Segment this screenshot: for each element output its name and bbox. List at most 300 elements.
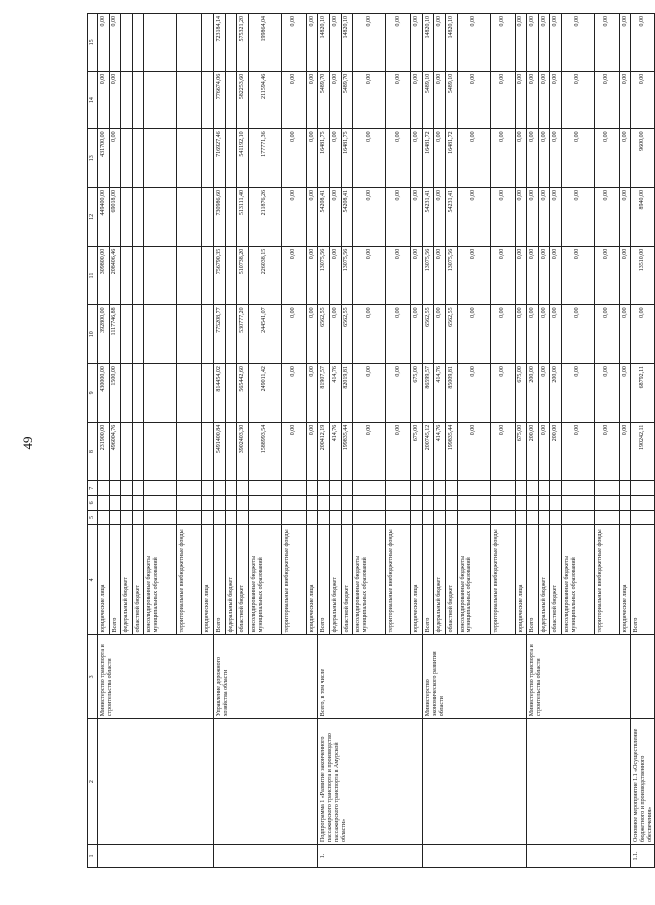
empty-cell [490, 510, 515, 525]
value-cell: 0,00 [631, 14, 655, 72]
empty-cell [281, 496, 306, 511]
funding-source-cell: областной бюджет [237, 525, 249, 635]
value-cell [225, 364, 237, 423]
value-cell: 0,00 [594, 305, 619, 364]
empty-cell [434, 496, 446, 511]
value-cell: 0,00 [515, 129, 527, 188]
value-cell [121, 14, 133, 72]
value-cell: 0,00 [306, 188, 318, 247]
value-cell [202, 129, 214, 188]
value-cell: 199835,44 [445, 422, 457, 481]
empty-cell [515, 496, 527, 511]
empty-cell [177, 481, 202, 496]
value-cell: 0,00 [386, 364, 411, 423]
value-cell [202, 14, 214, 72]
value-cell: 5489,70 [318, 71, 330, 129]
funding-source-cell: федеральный бюджет [434, 525, 446, 635]
empty-cell [411, 496, 423, 511]
empty-cell [631, 481, 655, 496]
value-cell: 0,00 [594, 129, 619, 188]
value-cell: 0,00 [527, 14, 539, 72]
empty-cell [341, 496, 353, 511]
empty-cell [457, 510, 490, 525]
value-cell: 414,76 [329, 422, 341, 481]
value-cell: 0,00 [434, 14, 446, 72]
value-cell [121, 129, 133, 188]
empty-cell [434, 481, 446, 496]
header-cell: 1 [88, 844, 98, 867]
value-cell: 177771,36 [248, 129, 281, 188]
value-cell: 0,00 [353, 188, 386, 247]
value-cell [225, 14, 237, 72]
value-cell [121, 246, 133, 305]
item-number-cell [213, 844, 317, 867]
item-number-cell [98, 844, 214, 867]
header-cell: 13 [88, 129, 98, 188]
value-cell: 0,00 [457, 364, 490, 423]
value-cell: 199864,04 [248, 14, 281, 72]
value-cell: 675,00 [515, 422, 527, 481]
empty-cell [98, 481, 110, 496]
empty-cell [237, 510, 249, 525]
value-cell: 0,00 [538, 422, 550, 481]
executor-cell: Министерство транспорта и строительства области [98, 635, 214, 719]
empty-cell [538, 510, 550, 525]
value-cell: 0,00 [515, 14, 527, 72]
value-cell: 0,00 [281, 364, 306, 423]
item-number-cell [422, 844, 526, 867]
value-cell: 0,00 [490, 305, 515, 364]
value-cell: 775208,77 [213, 305, 225, 364]
empty-cell [411, 510, 423, 525]
value-cell: 0,00 [561, 14, 594, 72]
value-cell: 0,00 [550, 71, 562, 129]
value-cell: 0,00 [619, 188, 631, 247]
value-cell: 0,00 [353, 71, 386, 129]
value-cell: 716927,46 [213, 129, 225, 188]
empty-cell [132, 496, 144, 511]
value-cell [121, 71, 133, 129]
executor-cell: Управление дорожного хозяйства области [213, 635, 317, 719]
empty-cell [527, 481, 539, 496]
empty-cell [561, 496, 594, 511]
value-cell: 0,00 [561, 364, 594, 423]
value-cell: 14820,10 [422, 14, 434, 72]
funding-source-cell: федеральный бюджет [225, 525, 237, 635]
empty-cell [411, 481, 423, 496]
empty-cell [422, 481, 434, 496]
empty-cell [132, 481, 144, 496]
value-cell: 0,00 [281, 129, 306, 188]
empty-cell [353, 510, 386, 525]
value-cell: 0,00 [281, 305, 306, 364]
value-cell: 0,00 [281, 246, 306, 305]
value-cell: 54208,41 [341, 188, 353, 247]
value-cell: 392800,00 [98, 305, 110, 364]
value-cell: 69018,00 [109, 188, 121, 247]
empty-cell [386, 510, 411, 525]
value-cell: 0,00 [281, 188, 306, 247]
empty-cell [329, 481, 341, 496]
value-cell [132, 246, 144, 305]
value-cell: 0,00 [98, 14, 110, 72]
value-cell: 0,00 [619, 246, 631, 305]
value-cell: 0,00 [594, 14, 619, 72]
value-cell: 0,00 [306, 129, 318, 188]
value-cell: 730986,60 [213, 188, 225, 247]
value-cell [177, 129, 202, 188]
value-cell: 16481,72 [445, 129, 457, 188]
value-cell: 190242,11 [631, 422, 655, 481]
empty-cell [353, 496, 386, 511]
header-row [88, 14, 98, 868]
value-cell: 0,00 [490, 129, 515, 188]
value-cell: 0,00 [281, 422, 306, 481]
value-cell: 200412,19 [318, 422, 330, 481]
empty-cell [594, 481, 619, 496]
value-cell: 0,00 [329, 129, 341, 188]
value-cell: 9600,00 [631, 129, 655, 188]
header-cell: 3 [88, 635, 98, 719]
value-cell: 244541,07 [248, 305, 281, 364]
value-cell: 0,00 [515, 246, 527, 305]
funding-source-cell: территориальные внебюджетные фонды [177, 525, 202, 635]
program-name-cell [527, 719, 631, 845]
value-cell: 0,00 [490, 422, 515, 481]
value-cell [121, 364, 133, 423]
empty-cell [213, 481, 225, 496]
value-cell: 14820,10 [341, 14, 353, 72]
empty-cell [490, 481, 515, 496]
value-cell: 0,00 [490, 71, 515, 129]
value-cell: 0,00 [594, 71, 619, 129]
value-cell: 85009,81 [445, 364, 457, 423]
value-cell [225, 129, 237, 188]
funding-source-cell: консолидированные бюджеты муниципальных образований [561, 525, 594, 635]
value-cell: 0,00 [109, 71, 121, 129]
value-cell: 249011,42 [248, 364, 281, 423]
value-cell [144, 71, 177, 129]
funding-source-cell: федеральный бюджет [538, 525, 550, 635]
header-cell: 7 [88, 481, 98, 496]
value-cell: 13510,00 [631, 246, 655, 305]
funding-source-cell: консолидированные бюджеты муниципальных образований [353, 525, 386, 635]
value-cell: 0,00 [550, 14, 562, 72]
value-cell: 5489,70 [341, 71, 353, 129]
empty-cell [121, 510, 133, 525]
value-cell: 0,00 [98, 71, 110, 129]
empty-cell [561, 481, 594, 496]
empty-cell [306, 481, 318, 496]
empty-cell [515, 510, 527, 525]
value-cell: 0,00 [457, 305, 490, 364]
funding-source-cell: Всего [527, 525, 539, 635]
empty-cell [132, 510, 144, 525]
value-cell: 814454,02 [213, 364, 225, 423]
value-cell: 6562,55 [318, 305, 330, 364]
value-cell [202, 188, 214, 247]
funding-source-cell: консолидированные бюджеты муниципальных образований [144, 525, 177, 635]
program-name-cell: Основное мероприятие 1.1 «Осуществление бюджетного и производственного обеспечения» [631, 719, 655, 845]
header-cell: 8 [88, 422, 98, 481]
value-cell [144, 188, 177, 247]
funding-source-cell: областной бюджет [550, 525, 562, 635]
item-number-cell: 1. [318, 844, 422, 867]
value-cell: 0,00 [109, 129, 121, 188]
funding-source-cell: областной бюджет [132, 525, 144, 635]
value-cell: 309800,00 [98, 246, 110, 305]
value-cell: 430000,00 [98, 364, 110, 423]
program-name-cell [422, 719, 526, 845]
value-cell: 0,00 [386, 129, 411, 188]
funding-source-cell: федеральный бюджет [121, 525, 133, 635]
header-cell: 11 [88, 246, 98, 305]
value-cell: 0,00 [561, 305, 594, 364]
value-cell: 0,00 [411, 71, 423, 129]
value-cell: 0,00 [434, 305, 446, 364]
value-cell: 0,00 [434, 246, 446, 305]
value-cell: 0,00 [527, 246, 539, 305]
value-cell: 0,00 [306, 71, 318, 129]
empty-cell [550, 481, 562, 496]
value-cell: 414,76 [434, 364, 446, 423]
value-cell [132, 422, 144, 481]
value-cell [177, 422, 202, 481]
value-cell: 0,00 [306, 422, 318, 481]
value-cell [177, 188, 202, 247]
empty-cell [109, 481, 121, 496]
value-cell: 0,00 [457, 14, 490, 72]
value-cell: 541192,10 [237, 129, 249, 188]
value-cell [132, 188, 144, 247]
funding-source-cell: Всего [109, 525, 121, 635]
value-cell [144, 364, 177, 423]
value-cell: 0,00 [457, 246, 490, 305]
value-cell: 81907,57 [318, 364, 330, 423]
value-cell [144, 305, 177, 364]
empty-cell [515, 481, 527, 496]
value-cell: 0,00 [457, 71, 490, 129]
empty-cell [353, 481, 386, 496]
value-cell [121, 422, 133, 481]
value-cell: 0,00 [515, 71, 527, 129]
empty-cell [121, 496, 133, 511]
value-cell: 16481,75 [318, 129, 330, 188]
empty-cell [202, 510, 214, 525]
empty-cell [237, 496, 249, 511]
empty-cell [121, 481, 133, 496]
value-cell [132, 305, 144, 364]
value-cell: 0,00 [561, 246, 594, 305]
empty-cell [538, 481, 550, 496]
value-cell: 0,00 [386, 14, 411, 72]
empty-cell [422, 510, 434, 525]
value-cell: 54208,41 [318, 188, 330, 247]
value-cell: 0,00 [619, 129, 631, 188]
value-cell: 16481,75 [341, 129, 353, 188]
executor-cell: Всего, в том числе [318, 635, 422, 719]
empty-cell [306, 496, 318, 511]
value-cell: 530777,20 [237, 305, 249, 364]
value-cell: 200745,12 [422, 422, 434, 481]
value-cell: 5491400,84 [213, 422, 225, 481]
value-cell: 0,00 [353, 422, 386, 481]
value-cell: 0,00 [457, 188, 490, 247]
executor-cell: Министерство экономического развития области [422, 635, 526, 719]
value-cell: 0,00 [631, 305, 655, 364]
empty-cell [144, 481, 177, 496]
empty-cell [445, 481, 457, 496]
funding-source-cell: консолидированные бюджеты муниципальных образований [248, 525, 281, 635]
value-cell [202, 246, 214, 305]
program-name-cell [98, 719, 214, 845]
value-cell: 0,00 [386, 71, 411, 129]
value-cell [144, 246, 177, 305]
empty-cell [318, 481, 330, 496]
empty-cell [281, 481, 306, 496]
value-cell: 211594,46 [248, 71, 281, 129]
value-cell: 14820,10 [318, 14, 330, 72]
value-cell: 0,00 [411, 246, 423, 305]
empty-cell [144, 510, 177, 525]
page-number: 49 [20, 436, 35, 450]
value-cell: 0,00 [329, 246, 341, 305]
funding-source-cell: областной бюджет [341, 525, 353, 635]
value-cell [177, 246, 202, 305]
empty-cell [550, 496, 562, 511]
empty-cell [318, 496, 330, 511]
value-cell: 0,00 [619, 422, 631, 481]
header-cell: 10 [88, 305, 98, 364]
empty-cell [98, 496, 110, 511]
item-number-cell [527, 844, 631, 867]
value-cell: 0,00 [353, 246, 386, 305]
value-cell: 13075,56 [318, 246, 330, 305]
value-cell: 0,00 [594, 422, 619, 481]
value-cell [144, 14, 177, 72]
value-cell: 0,00 [329, 71, 341, 129]
funding-source-cell: юридические лица [515, 525, 527, 635]
empty-cell [386, 481, 411, 496]
value-cell: 1117746,88 [109, 305, 121, 364]
value-cell: 0,00 [550, 246, 562, 305]
empty-cell [550, 510, 562, 525]
empty-cell [619, 496, 631, 511]
value-cell: 226038,15 [248, 246, 281, 305]
value-cell: 449400,00 [98, 188, 110, 247]
value-cell [225, 71, 237, 129]
funding-source-cell: территориальные внебюджетные фонды [594, 525, 619, 635]
funding-source-cell: юридические лица [202, 525, 214, 635]
value-cell: 68792,11 [631, 364, 655, 423]
empty-cell [109, 496, 121, 511]
value-cell: 513111,40 [237, 188, 249, 247]
empty-cell [445, 496, 457, 511]
value-cell: 86599,57 [422, 364, 434, 423]
value-cell: 0,00 [434, 188, 446, 247]
header-cell: 9 [88, 364, 98, 423]
value-cell [121, 188, 133, 247]
empty-cell [631, 510, 655, 525]
value-cell: 0,00 [619, 364, 631, 423]
table-row [422, 14, 434, 868]
value-cell: 16481,72 [422, 129, 434, 188]
header-cell: 12 [88, 188, 98, 247]
value-cell: 0,00 [386, 188, 411, 247]
value-cell: 0,00 [411, 188, 423, 247]
value-cell: 231900,00 [98, 422, 110, 481]
value-cell: 0,00 [561, 129, 594, 188]
empty-cell [248, 496, 281, 511]
value-cell: 200,00 [550, 364, 562, 423]
value-cell: 0,00 [306, 305, 318, 364]
empty-cell [248, 481, 281, 496]
funding-source-cell: территориальные внебюджетные фонды [490, 525, 515, 635]
empty-cell [202, 496, 214, 511]
value-cell: 54231,41 [422, 188, 434, 247]
budget-table-sheet [87, 13, 654, 868]
value-cell [225, 188, 237, 247]
value-cell: 0,00 [434, 129, 446, 188]
value-cell: 0,00 [329, 305, 341, 364]
empty-cell [177, 510, 202, 525]
header-cell: 5 [88, 510, 98, 525]
value-cell: 0,00 [457, 422, 490, 481]
value-cell: 0,00 [490, 364, 515, 423]
empty-cell [434, 510, 446, 525]
empty-cell [248, 510, 281, 525]
empty-cell [329, 496, 341, 511]
program-name-cell: Подпрограмма 1 «Развитие законченного пассажирского транспорта и производство пассажирского транспорта в Амурской области» [318, 719, 422, 845]
executor-cell [631, 635, 655, 719]
empty-cell [98, 510, 110, 525]
value-cell: 0,00 [550, 188, 562, 247]
empty-cell [329, 510, 341, 525]
value-cell: 0,00 [594, 364, 619, 423]
funding-source-cell: областной бюджет [445, 525, 457, 635]
value-cell: 82019,81 [341, 364, 353, 423]
value-cell: 6562,55 [445, 305, 457, 364]
empty-cell [457, 481, 490, 496]
empty-cell [594, 510, 619, 525]
empty-cell [225, 496, 237, 511]
value-cell: 0,00 [329, 188, 341, 247]
value-cell: 0,00 [561, 188, 594, 247]
value-cell: 13075,56 [422, 246, 434, 305]
value-cell: 0,00 [527, 305, 539, 364]
header-cell: 4 [88, 525, 98, 635]
value-cell: 0,00 [538, 14, 550, 72]
funding-source-cell: юридические лица [411, 525, 423, 635]
empty-cell [527, 510, 539, 525]
empty-cell [225, 510, 237, 525]
value-cell: 0,00 [538, 246, 550, 305]
value-cell [177, 305, 202, 364]
empty-cell [281, 510, 306, 525]
value-cell: 13075,56 [341, 246, 353, 305]
empty-cell [527, 496, 539, 511]
value-cell: 6562,55 [422, 305, 434, 364]
value-cell: 0,00 [619, 305, 631, 364]
value-cell: 0,00 [386, 246, 411, 305]
value-cell: 0,00 [515, 305, 527, 364]
value-cell [177, 364, 202, 423]
value-cell: 211876,26 [248, 188, 281, 247]
empty-cell [386, 496, 411, 511]
value-cell [132, 71, 144, 129]
value-cell: 5489,10 [445, 71, 457, 129]
value-cell: 0,00 [353, 364, 386, 423]
